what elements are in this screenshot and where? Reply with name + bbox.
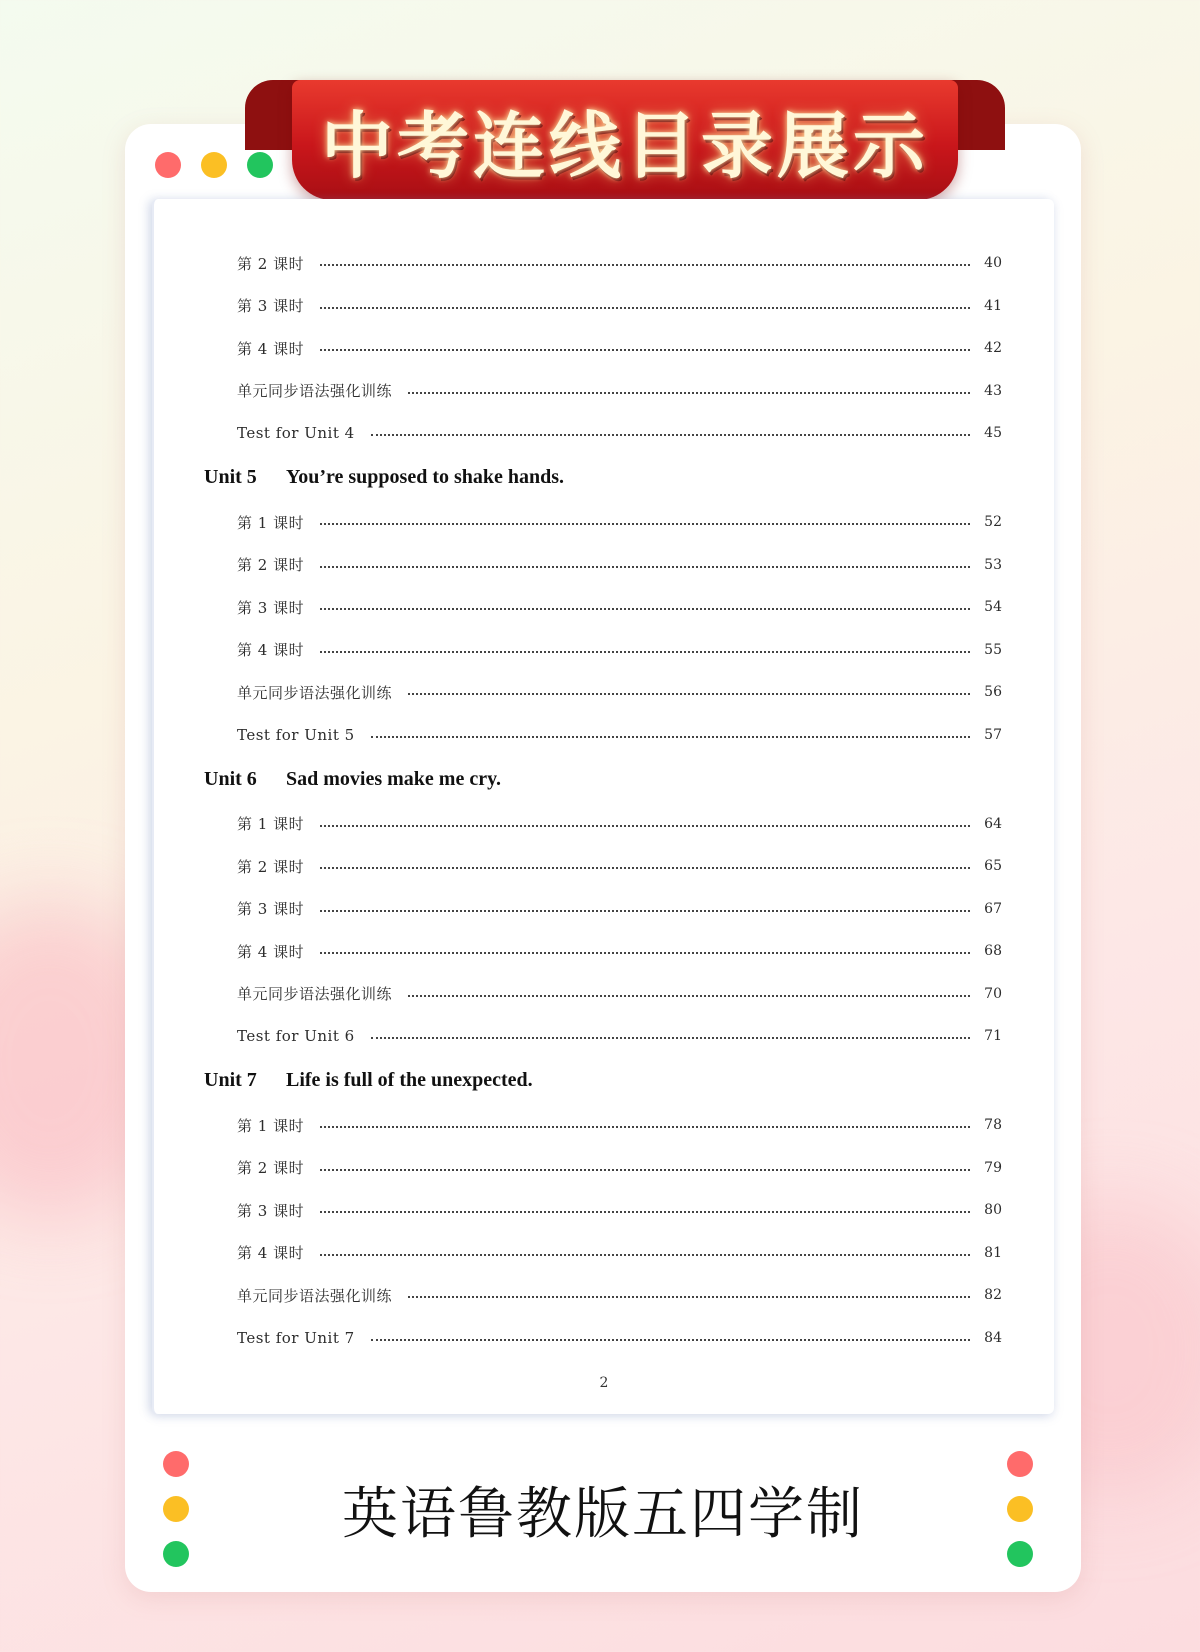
dotted-leader xyxy=(408,392,970,394)
toc-entry-label: 第 3 课时 xyxy=(237,297,305,315)
unit-label: Unit 7 xyxy=(204,1069,257,1091)
toc-entry-label: 第 4 课时 xyxy=(237,339,305,358)
toc-entry[interactable] xyxy=(237,812,1002,836)
unit-label: Unit 6 xyxy=(204,767,257,790)
unit-heading xyxy=(204,464,564,492)
toc-entry[interactable] xyxy=(237,1113,1002,1137)
toc-entry[interactable] xyxy=(237,638,1002,662)
yellow-dot-icon xyxy=(201,152,227,178)
dotted-leader xyxy=(320,307,970,309)
toc-entry-label: 第 2 课时 xyxy=(237,857,305,876)
toc-entry[interactable] xyxy=(237,510,1002,534)
toc-entry-label: 第 2 课时 xyxy=(237,556,305,574)
page-title: 中考连线目录展示 xyxy=(320,104,929,188)
toc-entry-page: 65 xyxy=(984,858,1002,874)
toc-entry[interactable] xyxy=(237,336,1002,360)
toc-entry-label: 第 1 课时 xyxy=(237,1116,305,1135)
toc-entry-page: 68 xyxy=(984,943,1002,959)
dotted-leader xyxy=(320,566,970,568)
toc-entry[interactable] xyxy=(237,982,1002,1006)
toc-entry[interactable] xyxy=(237,421,1002,445)
toc-entry[interactable] xyxy=(237,723,1002,747)
toc-entry-page: 64 xyxy=(984,815,1002,832)
unit-label: Unit 5 xyxy=(204,466,257,488)
dotted-leader xyxy=(408,995,970,997)
dotted-leader xyxy=(320,1126,970,1128)
toc-entry-page: 71 xyxy=(984,1028,1002,1044)
table-of-contents-page xyxy=(152,199,1054,1414)
green-dot-icon xyxy=(247,152,273,178)
toc-entry[interactable] xyxy=(237,1198,1002,1222)
dotted-leader xyxy=(371,1037,970,1039)
dotted-leader xyxy=(320,523,970,525)
dotted-leader xyxy=(320,867,970,869)
toc-entry-label: 单元同步语法强化训练 xyxy=(237,683,393,702)
toc-entry[interactable] xyxy=(237,1326,1002,1350)
dotted-leader xyxy=(371,1339,970,1341)
toc-entry[interactable] xyxy=(237,553,1002,577)
toc-entry[interactable] xyxy=(237,680,1002,704)
toc-entry-label: Test for Unit 6 xyxy=(237,1027,355,1045)
toc-entry-page: 55 xyxy=(984,641,1002,658)
toc-entry[interactable] xyxy=(237,595,1002,619)
toc-entry-page: 45 xyxy=(984,425,1002,441)
dotted-leader xyxy=(320,608,970,610)
dotted-leader xyxy=(320,1211,970,1213)
toc-entry-page: 78 xyxy=(984,1117,1002,1133)
toc-entry-page: 42 xyxy=(984,340,1002,356)
toc-entry-page: 67 xyxy=(984,900,1002,917)
toc-entry-page: 43 xyxy=(984,382,1002,399)
toc-entry-label: 第 2 课时 xyxy=(237,1159,305,1177)
toc-entry-page: 54 xyxy=(984,599,1002,615)
dotted-leader xyxy=(320,952,970,954)
toc-entry[interactable] xyxy=(237,1241,1002,1265)
toc-entry[interactable] xyxy=(237,251,1002,275)
toc-entry[interactable] xyxy=(237,854,1002,878)
dotted-leader xyxy=(408,1296,970,1298)
dotted-leader xyxy=(320,264,970,266)
toc-entry-page: 41 xyxy=(984,297,1002,314)
dotted-leader xyxy=(408,693,970,695)
dotted-leader xyxy=(320,651,970,653)
title-banner xyxy=(292,80,958,200)
unit-heading xyxy=(204,765,501,793)
dotted-leader xyxy=(320,1169,970,1171)
toc-entry-page: 57 xyxy=(984,726,1002,743)
unit-heading xyxy=(204,1067,533,1095)
toc-entry-label: 第 3 课时 xyxy=(237,1201,305,1220)
page-number: 2 xyxy=(599,1375,609,1391)
dotted-leader xyxy=(371,736,970,738)
toc-entry-label: 第 4 课时 xyxy=(237,1244,305,1262)
dotted-leader xyxy=(320,349,970,351)
toc-entry[interactable] xyxy=(237,1283,1002,1307)
toc-entry-page: 82 xyxy=(984,1287,1002,1303)
toc-entry-label: 单元同步语法强化训练 xyxy=(237,382,393,400)
toc-entry-label: 单元同步语法强化训练 xyxy=(237,1286,393,1305)
unit-title: You’re supposed to shake hands. xyxy=(286,466,565,488)
dotted-leader xyxy=(320,910,970,912)
toc-entry[interactable] xyxy=(237,294,1002,318)
toc-entry-page: 52 xyxy=(984,514,1002,530)
edition-subtitle: 英语鲁教版五四学制 xyxy=(342,1482,864,1547)
toc-entry-label: 第 3 课时 xyxy=(237,900,305,918)
toc-entry-page: 80 xyxy=(984,1202,1002,1218)
toc-entry-label: Test for Unit 5 xyxy=(237,725,355,744)
red-dot-icon xyxy=(155,152,181,178)
toc-entry-label: Test for Unit 4 xyxy=(237,424,355,442)
toc-entry-label: 第 1 课时 xyxy=(237,815,305,833)
toc-entry-label: Test for Unit 7 xyxy=(237,1328,355,1347)
toc-entry-label: 第 4 课时 xyxy=(237,641,305,659)
toc-entry-page: 53 xyxy=(984,556,1002,573)
toc-entry[interactable] xyxy=(237,1156,1002,1180)
dotted-leader xyxy=(320,825,970,827)
toc-entry[interactable] xyxy=(237,939,1002,963)
dotted-leader xyxy=(320,1254,970,1256)
toc-entry-label: 第 1 课时 xyxy=(237,513,305,532)
toc-entry-page: 56 xyxy=(984,684,1002,700)
toc-entry[interactable] xyxy=(237,897,1002,921)
toc-entry[interactable] xyxy=(237,1024,1002,1048)
dotted-leader xyxy=(371,434,970,436)
toc-entry-label: 第 3 课时 xyxy=(237,598,305,617)
unit-title: Sad movies make me cry. xyxy=(286,767,501,790)
toc-entry-label: 单元同步语法强化训练 xyxy=(237,985,393,1003)
toc-entry-page: 84 xyxy=(984,1329,1002,1346)
toc-entry-page: 40 xyxy=(984,255,1002,271)
toc-entry[interactable] xyxy=(237,379,1002,403)
toc-entry-page: 81 xyxy=(984,1244,1002,1261)
toc-entry-label: 第 4 课时 xyxy=(237,942,305,961)
unit-title: Life is full of the unexpected. xyxy=(286,1069,533,1091)
toc-entry-page: 70 xyxy=(984,985,1002,1002)
toc-entry-label: 第 2 课时 xyxy=(237,254,305,273)
toc-entry-page: 79 xyxy=(984,1159,1002,1176)
